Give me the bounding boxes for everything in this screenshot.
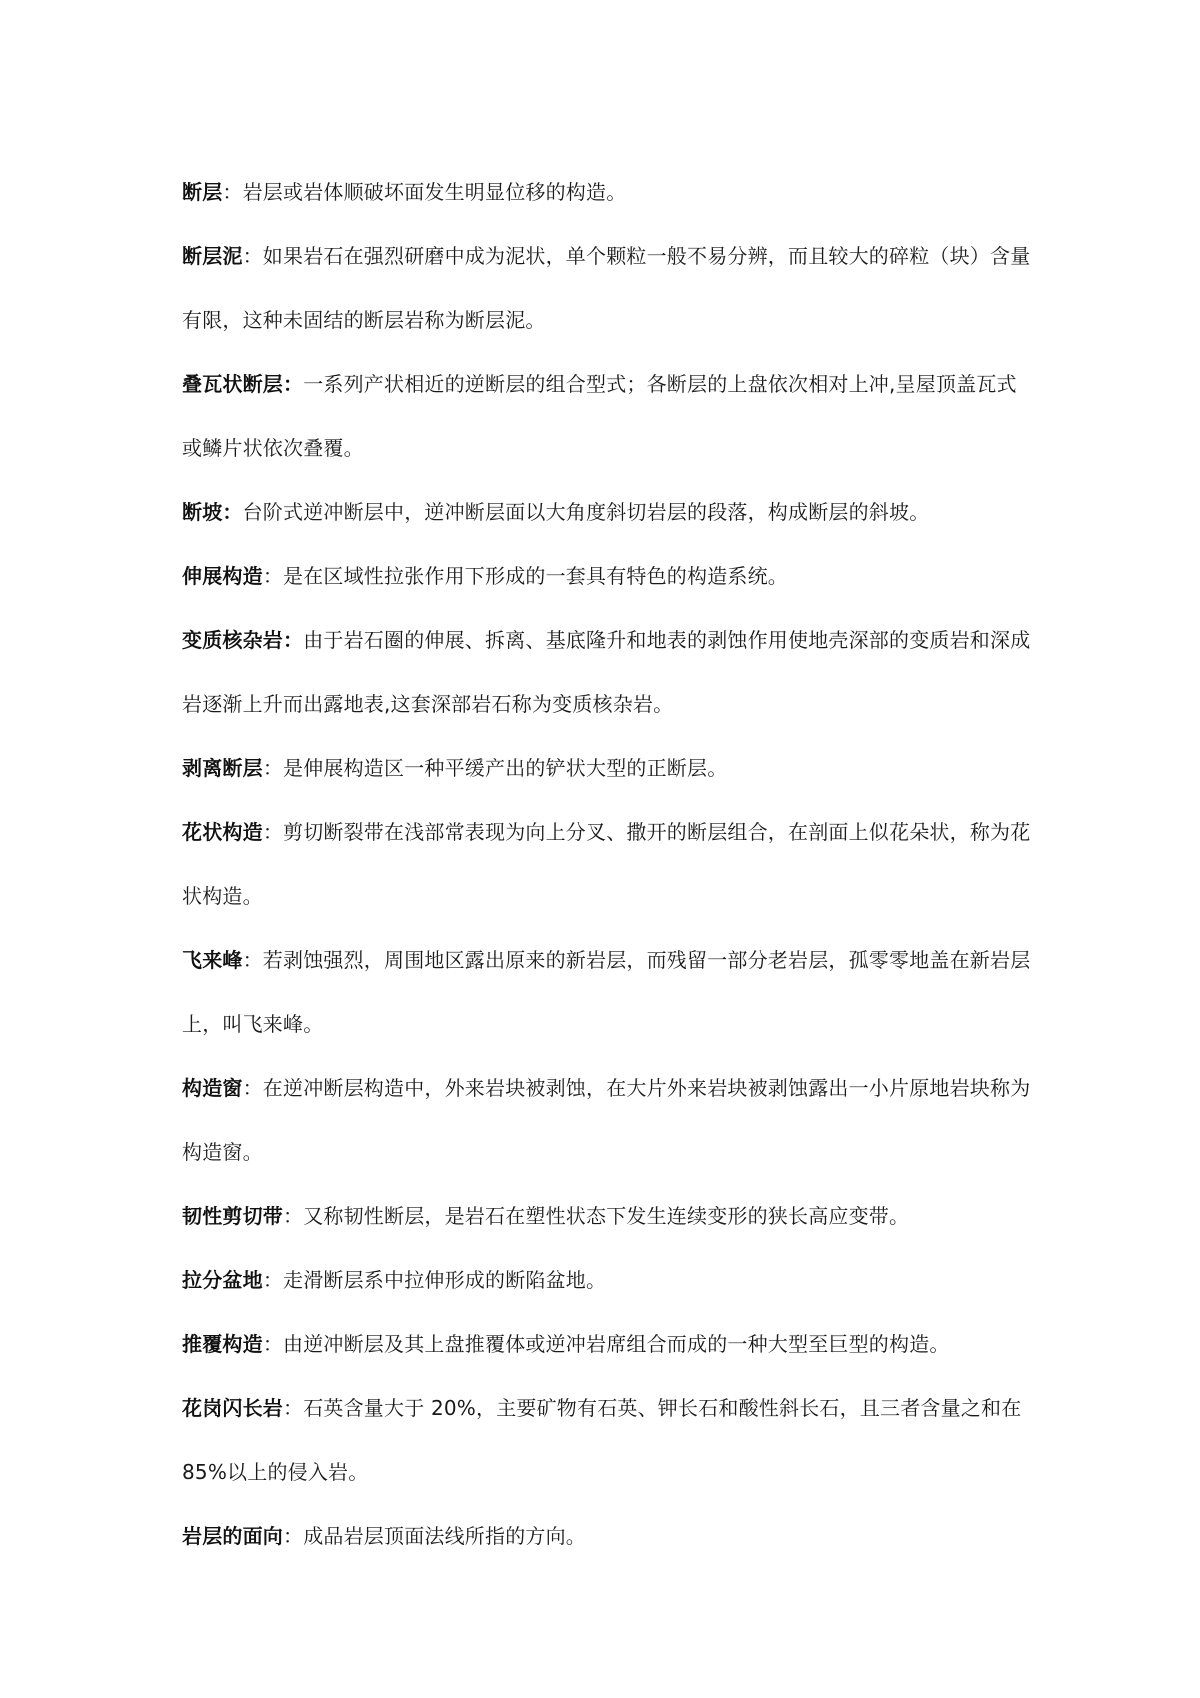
glossary-definition: 由于岩石圈的伸展、拆离、基底隆升和地表的剥蚀作用使地壳深部的变质岩和深成岩逐渐上升而出露地表,这套深部岩石称为变质核杂岩。: [182, 628, 1031, 716]
glossary-term: 拉分盆地: [182, 1268, 263, 1292]
glossary-term: 飞来峰: [182, 948, 243, 972]
glossary-entry: [182, 1056, 1032, 1184]
glossary-term: 构造窗: [182, 1076, 243, 1100]
glossary-term: 变质核杂岩：: [182, 628, 304, 652]
glossary-definition: ：石英含量大于 20%，主要矿物有石英、钾长石和酸性斜长石，且三者含量之和在 85%以上的侵入岩。: [182, 1396, 1022, 1484]
glossary-definition: ：由逆冲断层及其上盘推覆体或逆冲岩席组合而成的一种大型至巨型的构造。: [262, 1332, 950, 1356]
glossary-entry: [182, 608, 1032, 736]
glossary-term: 推覆构造: [182, 1332, 263, 1356]
glossary-term: 剥离断层: [182, 756, 263, 780]
glossary-term: 断坡：: [182, 500, 243, 524]
glossary-entry: [182, 1376, 1032, 1504]
glossary-definition: ：若剥蚀强烈，周围地区露出原来的新岩层，而残留一部分老岩层，孤零零地盖在新岩层上，叫飞来峰。: [182, 948, 1031, 1036]
glossary-definition: ：岩层或岩体顺破坏面发生明显位移的构造。: [222, 180, 627, 204]
glossary-definition: ：如果岩石在强烈研磨中成为泥状，单个颗粒一般不易分辨，而且较大的碎粒（块）含量有限，这种未固结的断层岩称为断层泥。: [182, 244, 1031, 332]
glossary-entry: [182, 544, 1032, 608]
glossary-term: 花岗闪长岩: [182, 1396, 283, 1420]
glossary-entry: [182, 224, 1032, 352]
glossary-entry: [182, 160, 1032, 224]
glossary-entry: [182, 1248, 1032, 1312]
glossary-definition: ：是在区域性拉张作用下形成的一套具有特色的构造系统。: [262, 564, 789, 588]
glossary-definition: ：走滑断层系中拉伸形成的断陷盆地。: [262, 1268, 607, 1292]
glossary-entry: [182, 480, 1032, 544]
glossary-term: 花状构造: [182, 820, 263, 844]
glossary-definition: ：在逆冲断层构造中，外来岩块被剥蚀，在大片外来岩块被剥蚀露出一小片原地岩块称为构造窗。: [182, 1076, 1031, 1164]
glossary-term: 伸展构造: [182, 564, 263, 588]
glossary-term: 断层: [182, 180, 223, 204]
glossary-definition: ：剪切断裂带在浅部常表现为向上分叉、撒开的断层组合，在剖面上似花朵状，称为花状构造。: [182, 820, 1031, 908]
glossary-definition: 台阶式逆冲断层中，逆冲断层面以大角度斜切岩层的段落，构成断层的斜坡。: [242, 500, 930, 524]
glossary-entry: [182, 736, 1032, 800]
glossary-definition: 一系列产状相近的逆断层的组合型式；各断层的上盘依次相对上冲,呈屋顶盖瓦式或鳞片状依次叠覆。: [182, 372, 1017, 460]
glossary-term: 韧性剪切带: [182, 1204, 283, 1228]
glossary-entry: [182, 928, 1032, 1056]
glossary-entry: [182, 352, 1032, 480]
glossary-definition: ：又称韧性断层，是岩石在塑性状态下发生连续变形的狭长高应变带。: [283, 1204, 910, 1228]
glossary-term: 叠瓦状断层：: [182, 372, 304, 396]
glossary-entry: [182, 1184, 1032, 1248]
glossary-definition: ：是伸展构造区一种平缓产出的铲状大型的正断层。: [262, 756, 728, 780]
glossary-entry: [182, 1504, 1032, 1568]
glossary-body: [182, 160, 1032, 1568]
glossary-entry: [182, 800, 1032, 928]
glossary-term: 断层泥: [182, 244, 243, 268]
glossary-definition: ：成品岩层顶面法线所指的方向。: [283, 1524, 586, 1548]
glossary-entry: [182, 1312, 1032, 1376]
glossary-term: 岩层的面向: [182, 1524, 283, 1548]
